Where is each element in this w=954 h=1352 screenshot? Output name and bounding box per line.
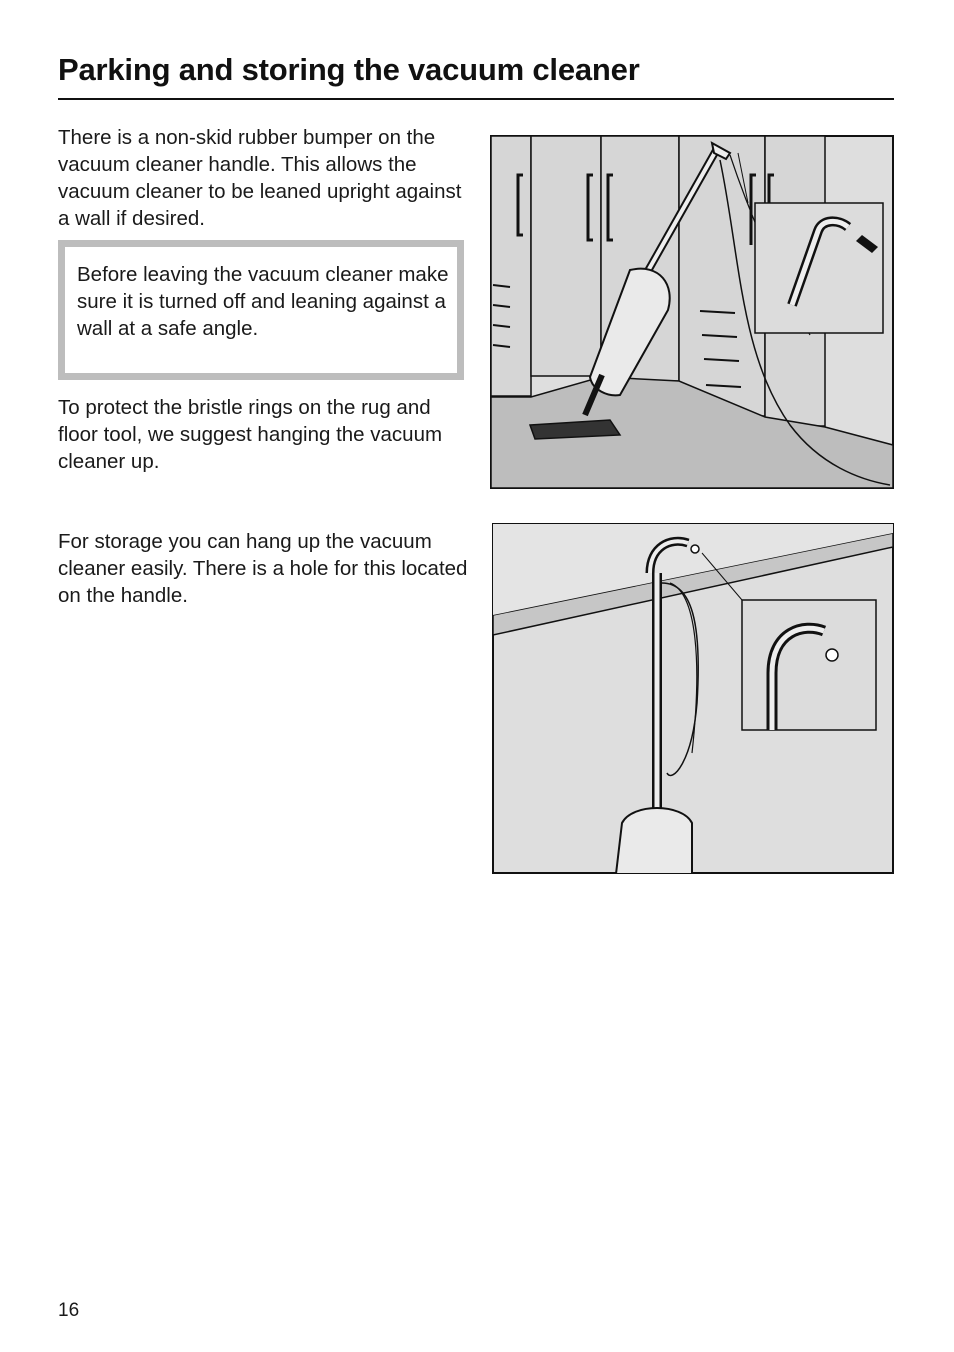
title-rule (58, 98, 894, 100)
hanging-vacuum-illustration (492, 523, 894, 874)
page-number: 16 (58, 1300, 80, 1321)
page-title: Parking and storing the vacuum cleaner (58, 52, 640, 87)
leaning-vacuum-illustration (490, 135, 894, 489)
storage-paragraph: For storage you can hang up the vacuum cleaner easily. There is a hole for this located on the handle. (58, 530, 468, 607)
warning-box (58, 240, 464, 380)
intro-paragraph: There is a non-skid rubber bumper on the vacuum cleaner handle. This allows the vacuum cleaner to be leaned upright against a wall if desired. (58, 126, 462, 230)
warning-text: Before leaving the vacuum cleaner make sure it is turned off and leaning against a wall at a safe angle. (77, 263, 449, 340)
protect-paragraph: To protect the bristle rings on the rug and floor tool, we suggest hanging the vacuum cleaner up. (58, 396, 443, 473)
